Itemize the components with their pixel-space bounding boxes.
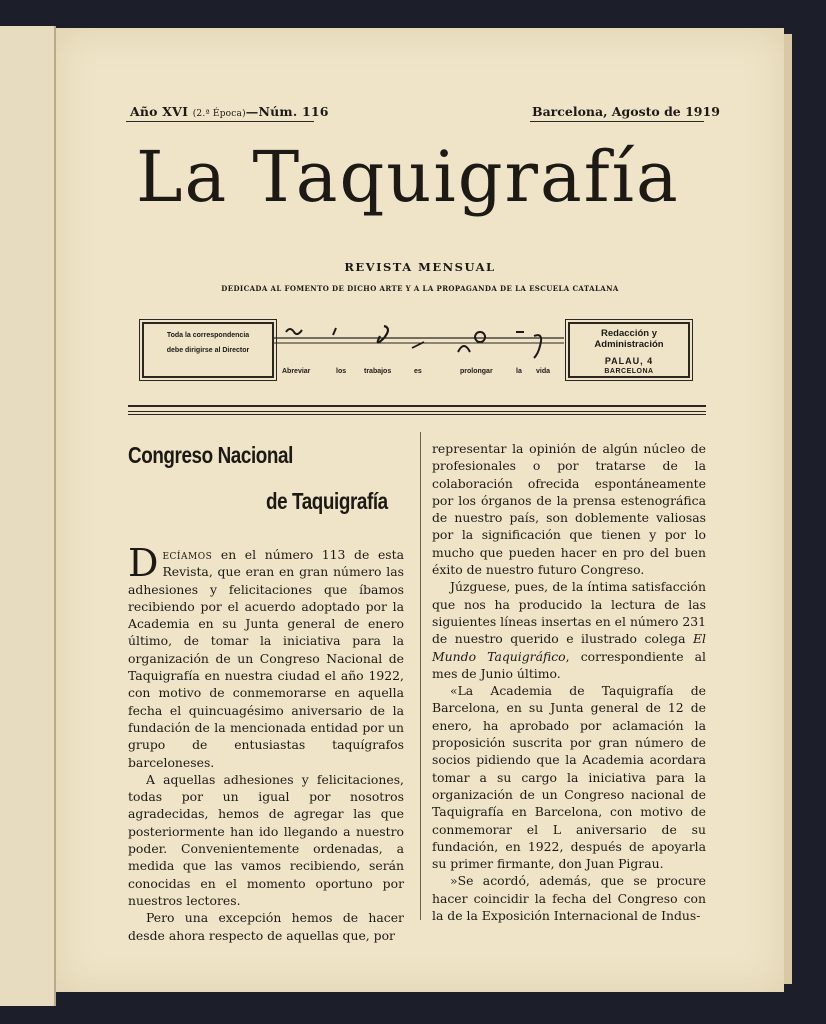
article-paragraph bbox=[432, 578, 706, 682]
administration-address: PALAU, 4 bbox=[604, 356, 654, 366]
paragraph-text: Júzguese, pues, de la íntima satisfacción que nos ha producido la lectura de las siguientes líneas insertas en el número 231 de nuestro querido e ilustrado colega bbox=[432, 579, 706, 647]
issue-info bbox=[130, 104, 329, 119]
correspondence-box bbox=[142, 322, 274, 378]
administration-line-1: Redacción y Administración bbox=[594, 328, 664, 350]
motto-word: vida bbox=[536, 368, 551, 375]
issue-year: Año XVI bbox=[130, 104, 189, 119]
motto-word: trabajos bbox=[364, 368, 392, 375]
issue-epoch: (2.ª Época) bbox=[192, 109, 246, 119]
paragraph-text: , correspondiente al mes de Junio último. bbox=[432, 648, 706, 681]
masthead-dedication: DEDICADA AL FOMENTO DE DICHO ARTE Y A LA PROPAGANDA DE LA ESCUELA CATALANA bbox=[221, 284, 619, 293]
article-column-right bbox=[432, 440, 706, 924]
article-paragraph: Pero una excepción hemos de hacer desde ahora respecto de aquellas que, por bbox=[128, 910, 404, 943]
header-rule-left bbox=[126, 121, 314, 122]
dateline: Barcelona, Agosto de 1919 bbox=[532, 104, 720, 119]
article-paragraph: A aquellas adhesiones y felicitaciones, todas por un igual por nosotros agradecidas, hemos de agregar las que posteriormente han ido llegando a nuestro poder. Convenientemente ordenadas, a medida que las vamos recibiendo, serán conocidas en el momento oportuno por nuestros lectores. bbox=[128, 771, 404, 908]
paragraph-text: en el número 113 de esta Revista, que eran en gran número las adhesiones y felicitaciones que íbamos recibiendo por el acuerdo adoptado por la Academia en su Junta general de enero último, de tomar la iniciativa para la organización de un Congreso Nacional de Taquigrafía en nuestra ciudad el año 1922, con motivo de conmemorarse en aquella fecha el quincuagésimo aniversario de la fundación de la mencionada entidad por un grupo de entusiastas taquígrafos barceloneses. bbox=[128, 547, 404, 770]
article-column-left bbox=[128, 541, 404, 944]
lead-in: ecíamos bbox=[162, 547, 213, 562]
facing-page-edge bbox=[0, 26, 56, 1006]
motto-word: prolongar bbox=[460, 368, 493, 375]
administration-box bbox=[568, 322, 690, 378]
article-paragraph: «La Academia de Taquigrafía de Barcelona, en su Junta general de 12 de enero, ha aprobado por aclamación la proposición suscrita por gran número de socios pidiendo que la Academia acordara tomar a su cargo la iniciativa para la organización de un Congreso nacional de Taquigrafía en Barcelona, con motivo de conmemorar el L aniversario de su fundación, en 1922, después de apoyarla su primer firmante, don Juan Pigrau. bbox=[432, 683, 706, 872]
masthead-divider bbox=[128, 405, 706, 412]
article-title-line-1: Congreso Nacional bbox=[128, 442, 293, 468]
article-paragraph: »Se acordó, además, que se procure hacer coincidir la fecha del Congreso con la de la Exposición Internacional de Indus- bbox=[432, 873, 706, 924]
page-stack-edge bbox=[784, 34, 792, 984]
magazine-page bbox=[56, 28, 784, 992]
correspondence-line-1: Toda la correspondencia bbox=[166, 332, 250, 339]
correspondence-line-2: debe dirigirse al Director bbox=[166, 347, 250, 354]
administration-city: BARCELONA bbox=[604, 368, 654, 375]
motto-word: Abreviar bbox=[282, 368, 311, 375]
motto-word: los bbox=[336, 368, 347, 375]
issue-number: —Núm. 116 bbox=[245, 104, 329, 119]
motto-word: la bbox=[516, 368, 522, 375]
motto-word: es bbox=[414, 368, 422, 375]
masthead-title: La Taquigrafía bbox=[136, 136, 680, 218]
drop-cap: D bbox=[128, 541, 159, 585]
header-rule-right bbox=[530, 121, 704, 122]
journal-name: El Mundo Taquigráfico bbox=[432, 631, 706, 664]
column-divider bbox=[420, 432, 421, 920]
article-paragraph: representar la opinión de algún núcleo de profesionales o por tratarse de la colaboración ofrecida espontáneamente por los órganos de la prensa estenográfica de nuestro país, son doblemente valiosas por la significación que tienen y por lo mucho que pueden hacer en pro del buen éxito de nuestro futuro Congreso. bbox=[432, 441, 706, 578]
article-paragraph bbox=[128, 541, 404, 771]
article-title-line-2: de Taquigrafía bbox=[266, 488, 388, 514]
masthead-divider-thin bbox=[128, 414, 706, 415]
masthead-subtitle: REVISTA MENSUAL bbox=[344, 260, 496, 274]
